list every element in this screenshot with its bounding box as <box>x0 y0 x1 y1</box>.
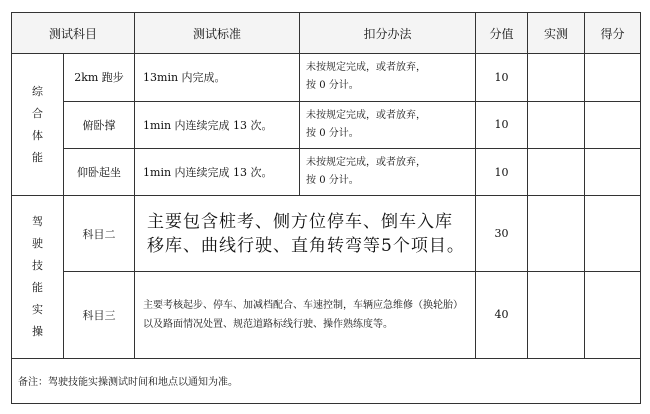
note-row <box>12 358 641 403</box>
item-standard: 1min 内连续完成 13 次。 <box>135 101 300 148</box>
category-char: 操 <box>32 325 43 338</box>
scoring-table <box>11 12 641 404</box>
table-row <box>12 54 641 101</box>
header-row <box>12 13 641 54</box>
header-subject: 测试科目 <box>12 13 135 54</box>
item-standard: 1min 内连续完成 13 次。 <box>135 149 300 196</box>
header-points: 分值 <box>476 13 528 54</box>
category-driving <box>12 196 64 358</box>
header-score: 得分 <box>585 13 641 54</box>
table-row <box>12 196 641 272</box>
category-char: 技 <box>32 259 43 272</box>
item-name: 2km 跑步 <box>64 54 135 101</box>
score-cell[interactable] <box>585 54 641 101</box>
category-char: 体 <box>32 128 43 142</box>
category-char: 驾 <box>32 215 43 228</box>
category-char: 能 <box>32 150 43 164</box>
header-standard: 测试标准 <box>135 13 300 54</box>
table-row <box>12 149 641 196</box>
item-standard: 13min 内完成。 <box>135 54 300 101</box>
score-cell[interactable] <box>585 271 641 358</box>
category-char: 综 <box>32 84 43 98</box>
measured-cell[interactable] <box>528 101 585 148</box>
item-name: 仰卧起坐 <box>64 149 135 196</box>
category-char: 驶 <box>32 237 43 250</box>
item-points: 10 <box>476 149 528 196</box>
measured-cell[interactable] <box>528 196 585 272</box>
item-deduction: 未按规定完成，或者放弃， 按 0 分计。 <box>300 149 476 196</box>
item-content: 主要考核起步、停车、加减档配合、车速控制，车辆应急维修（换轮胎）以及路面情况处置、规范道路标线行驶、操作熟练度等。 <box>135 271 476 358</box>
category-char: 合 <box>32 106 43 120</box>
header-deduction: 扣分办法 <box>300 13 476 54</box>
item-name: 科目二 <box>64 196 135 272</box>
score-cell[interactable] <box>585 101 641 148</box>
item-points: 10 <box>476 54 528 101</box>
item-content: 主要包含桩考、侧方位停车、倒车入库移库、曲线行驶、直角转弯等5个项目。 <box>135 196 476 272</box>
score-cell[interactable] <box>585 149 641 196</box>
item-name: 俯卧撑 <box>64 101 135 148</box>
measured-cell[interactable] <box>528 54 585 101</box>
measured-cell[interactable] <box>528 271 585 358</box>
item-deduction: 未按规定完成，或者放弃， 按 0 分计。 <box>300 54 476 101</box>
item-points: 30 <box>476 196 528 272</box>
table-row <box>12 101 641 148</box>
category-physical <box>12 54 64 196</box>
category-char: 实 <box>32 303 43 316</box>
item-name: 科目三 <box>64 271 135 358</box>
table-row <box>12 271 641 358</box>
item-points: 10 <box>476 101 528 148</box>
note-text: 备注：驾驶技能实操测试时间和地点以通知为准。 <box>12 358 641 403</box>
category-char: 能 <box>32 281 43 294</box>
score-cell[interactable] <box>585 196 641 272</box>
header-measured: 实测 <box>528 13 585 54</box>
item-deduction: 未按规定完成，或者放弃， 按 0 分计。 <box>300 101 476 148</box>
item-points: 40 <box>476 271 528 358</box>
measured-cell[interactable] <box>528 149 585 196</box>
